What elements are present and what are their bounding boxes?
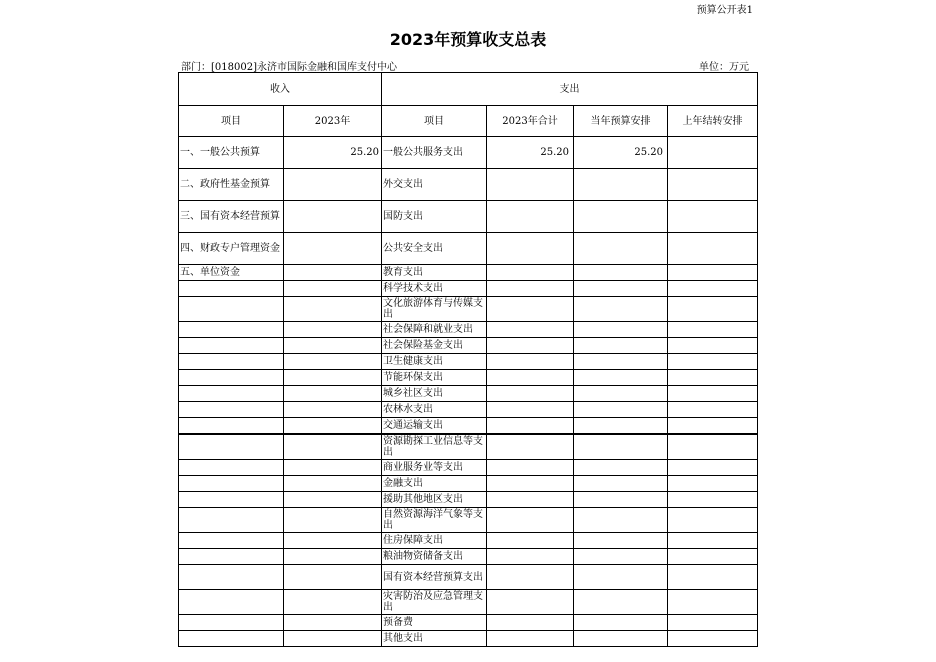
income-value-cell: [284, 297, 382, 322]
expense-prior-cell: [668, 418, 758, 435]
table-row: [179, 297, 758, 322]
expense-prior-cell: [668, 338, 758, 354]
income-item-cell: [179, 418, 284, 435]
expense-total-cell: [487, 386, 574, 402]
expense-item-cell: 卫生健康支出: [382, 354, 487, 370]
income-item-cell: [179, 492, 284, 508]
income-value-cell: [284, 265, 382, 281]
expense-item-cell: 金融支出: [382, 476, 487, 492]
expense-item-cell: 国有资本经营预算支出: [382, 565, 487, 590]
expense-current-cell: [574, 434, 668, 460]
expense-prior-cell: [668, 169, 758, 201]
expense-prior-cell: [668, 201, 758, 233]
expense-prior-cell: [668, 476, 758, 492]
expense-current-cell: [574, 338, 668, 354]
expense-prior-cell: [668, 402, 758, 418]
income-item-cell: 二、政府性基金预算: [179, 169, 284, 201]
expense-total-cell: [487, 233, 574, 265]
table-row: [179, 370, 758, 386]
income-value-cell: [284, 615, 382, 631]
expense-current-cell: [574, 418, 668, 435]
expense-total-cell: [487, 615, 574, 631]
expense-current-cell: [574, 402, 668, 418]
income-item-cell: [179, 590, 284, 615]
table-row: [179, 476, 758, 492]
expense-total-cell: [487, 434, 574, 460]
income-value-cell: [284, 402, 382, 418]
income-item-cell: 四、财政专户管理资金: [179, 233, 284, 265]
income-item-cell: [179, 615, 284, 631]
income-item-cell: [179, 354, 284, 370]
income-value-cell: [284, 370, 382, 386]
income-header: 收入: [179, 73, 382, 106]
table-row: [179, 434, 758, 460]
income-value-cell: [284, 476, 382, 492]
income-item-cell: [179, 549, 284, 565]
expense-total-cell: [487, 338, 574, 354]
expense-total-cell: [487, 402, 574, 418]
expense-prior-cell: [668, 460, 758, 476]
income-value-cell: [284, 590, 382, 615]
expense-prior-header: 上年结转安排: [668, 106, 758, 137]
expense-current-cell: [574, 322, 668, 338]
expense-current-cell: 25.20: [574, 137, 668, 169]
income-item-cell: [179, 370, 284, 386]
expense-current-cell: [574, 370, 668, 386]
income-value-cell: [284, 169, 382, 201]
expense-prior-cell: [668, 297, 758, 322]
expense-item-cell: 资源勘探工业信息等支出: [382, 434, 487, 460]
table-row: [179, 508, 758, 533]
table-row: [179, 533, 758, 549]
expense-total-header: 2023年合计: [487, 106, 574, 137]
expense-current-cell: [574, 265, 668, 281]
expense-item-cell: 住房保障支出: [382, 533, 487, 549]
income-value-cell: [284, 386, 382, 402]
expense-item-cell: 预备费: [382, 615, 487, 631]
expense-prior-cell: [668, 354, 758, 370]
expense-total-cell: 25.20: [487, 137, 574, 169]
table-row: [179, 590, 758, 615]
expense-total-cell: [487, 460, 574, 476]
income-value-cell: [284, 338, 382, 354]
expense-total-cell: [487, 169, 574, 201]
income-item-cell: [179, 533, 284, 549]
expense-total-cell: [487, 549, 574, 565]
department-label: 部门：[018002]永济市国际金融和国库支付中心: [181, 62, 397, 73]
table-row: [179, 265, 758, 281]
expense-item-cell: 自然资源海洋气象等支出: [382, 508, 487, 533]
expense-current-cell: [574, 460, 668, 476]
income-value-cell: [284, 460, 382, 476]
income-value-cell: [284, 354, 382, 370]
expense-current-cell: [574, 233, 668, 265]
expense-prior-cell: [668, 533, 758, 549]
expense-total-cell: [487, 322, 574, 338]
income-item-cell: 三、国有资本经营预算: [179, 201, 284, 233]
expense-prior-cell: [668, 615, 758, 631]
header-row-columns: [179, 106, 758, 137]
expense-current-cell: [574, 492, 668, 508]
expense-item-cell: 商业服务业等支出: [382, 460, 487, 476]
table-row: [179, 322, 758, 338]
income-item-cell: [179, 338, 284, 354]
income-value-cell: [284, 631, 382, 647]
income-item-cell: [179, 508, 284, 533]
income-item-cell: [179, 565, 284, 590]
table-row: [179, 402, 758, 418]
table-row: [179, 338, 758, 354]
income-item-cell: 一、一般公共预算: [179, 137, 284, 169]
form-number-label: 预算公开表1: [696, 5, 753, 16]
header-row-top: [179, 73, 758, 106]
expense-prior-cell: [668, 590, 758, 615]
table-row: [179, 565, 758, 590]
income-value-cell: [284, 565, 382, 590]
expense-prior-cell: [668, 281, 758, 297]
income-value-cell: [284, 533, 382, 549]
expense-total-cell: [487, 492, 574, 508]
table-row: [179, 418, 758, 435]
expense-item-cell: 其他支出: [382, 631, 487, 647]
expense-item-cell: 文化旅游体育与传媒支出: [382, 297, 487, 322]
expense-prior-cell: [668, 386, 758, 402]
income-item-cell: [179, 434, 284, 460]
expense-prior-cell: [668, 434, 758, 460]
unit-label: 单位：万元: [699, 62, 749, 73]
expense-current-cell: [574, 281, 668, 297]
expense-item-cell: 援助其他地区支出: [382, 492, 487, 508]
expense-current-cell: [574, 476, 668, 492]
income-value-cell: [284, 492, 382, 508]
expense-current-cell: [574, 549, 668, 565]
expense-prior-cell: [668, 370, 758, 386]
expense-prior-cell: [668, 508, 758, 533]
income-value-cell: [284, 233, 382, 265]
expense-item-cell: 社会保险基金支出: [382, 338, 487, 354]
table-row: [179, 201, 758, 233]
expense-total-cell: [487, 370, 574, 386]
expense-item-cell: 国防支出: [382, 201, 487, 233]
expense-total-cell: [487, 265, 574, 281]
expense-current-cell: [574, 354, 668, 370]
income-value-cell: [284, 322, 382, 338]
table-row: [179, 460, 758, 476]
expense-item-cell: 灾害防治及应急管理支出: [382, 590, 487, 615]
income-item-cell: [179, 386, 284, 402]
expense-current-header: 当年预算安排: [574, 106, 668, 137]
income-value-cell: [284, 418, 382, 435]
expense-total-cell: [487, 201, 574, 233]
expense-current-cell: [574, 590, 668, 615]
expense-prior-cell: [668, 322, 758, 338]
expense-current-cell: [574, 201, 668, 233]
expense-total-cell: [487, 590, 574, 615]
expense-current-cell: [574, 631, 668, 647]
income-item-cell: [179, 460, 284, 476]
table-row: [179, 386, 758, 402]
table-row: [179, 354, 758, 370]
expense-prior-cell: [668, 492, 758, 508]
income-value-cell: 25.20: [284, 137, 382, 169]
expense-total-cell: [487, 631, 574, 647]
expense-item-cell: 粮油物资储备支出: [382, 549, 487, 565]
income-item-cell: 五、单位资金: [179, 265, 284, 281]
budget-table: [178, 72, 758, 647]
table-row: [179, 615, 758, 631]
expense-current-cell: [574, 615, 668, 631]
income-item-cell: [179, 402, 284, 418]
expense-item-cell: 科学技术支出: [382, 281, 487, 297]
expense-current-cell: [574, 169, 668, 201]
expense-total-cell: [487, 476, 574, 492]
expense-total-cell: [487, 297, 574, 322]
income-item-cell: [179, 476, 284, 492]
expense-total-cell: [487, 281, 574, 297]
income-year-header: 2023年: [284, 106, 382, 137]
expense-total-cell: [487, 533, 574, 549]
expense-item-header: 项目: [382, 106, 487, 137]
page-title: 2023年预算收支总表: [389, 30, 547, 49]
expense-item-cell: 公共安全支出: [382, 233, 487, 265]
expense-item-cell: 交通运输支出: [382, 418, 487, 435]
expense-item-cell: 教育支出: [382, 265, 487, 281]
expense-prior-cell: [668, 137, 758, 169]
expense-item-cell: 外交支出: [382, 169, 487, 201]
expense-item-cell: 农林水支出: [382, 402, 487, 418]
table-row: [179, 631, 758, 647]
expense-prior-cell: [668, 233, 758, 265]
expense-current-cell: [574, 565, 668, 590]
expense-total-cell: [487, 418, 574, 435]
table-row: [179, 233, 758, 265]
expense-item-cell: 节能环保支出: [382, 370, 487, 386]
income-value-cell: [284, 549, 382, 565]
expense-prior-cell: [668, 565, 758, 590]
income-item-cell: [179, 322, 284, 338]
expense-total-cell: [487, 508, 574, 533]
expense-prior-cell: [668, 631, 758, 647]
expense-item-cell: 城乡社区支出: [382, 386, 487, 402]
expense-total-cell: [487, 565, 574, 590]
expense-item-cell: 一般公共服务支出: [382, 137, 487, 169]
expense-current-cell: [574, 533, 668, 549]
income-value-cell: [284, 434, 382, 460]
table-row: [179, 549, 758, 565]
income-value-cell: [284, 508, 382, 533]
income-value-cell: [284, 201, 382, 233]
income-value-cell: [284, 281, 382, 297]
table-row: [179, 169, 758, 201]
expense-prior-cell: [668, 265, 758, 281]
table-row: [179, 281, 758, 297]
expense-current-cell: [574, 508, 668, 533]
income-item-cell: [179, 281, 284, 297]
income-item-header: 项目: [179, 106, 284, 137]
expense-total-cell: [487, 354, 574, 370]
expense-current-cell: [574, 386, 668, 402]
expense-current-cell: [574, 297, 668, 322]
income-item-cell: [179, 631, 284, 647]
expense-header: 支出: [382, 73, 758, 106]
expense-prior-cell: [668, 549, 758, 565]
income-item-cell: [179, 297, 284, 322]
table-row: [179, 137, 758, 169]
table-row: [179, 492, 758, 508]
expense-item-cell: 社会保障和就业支出: [382, 322, 487, 338]
